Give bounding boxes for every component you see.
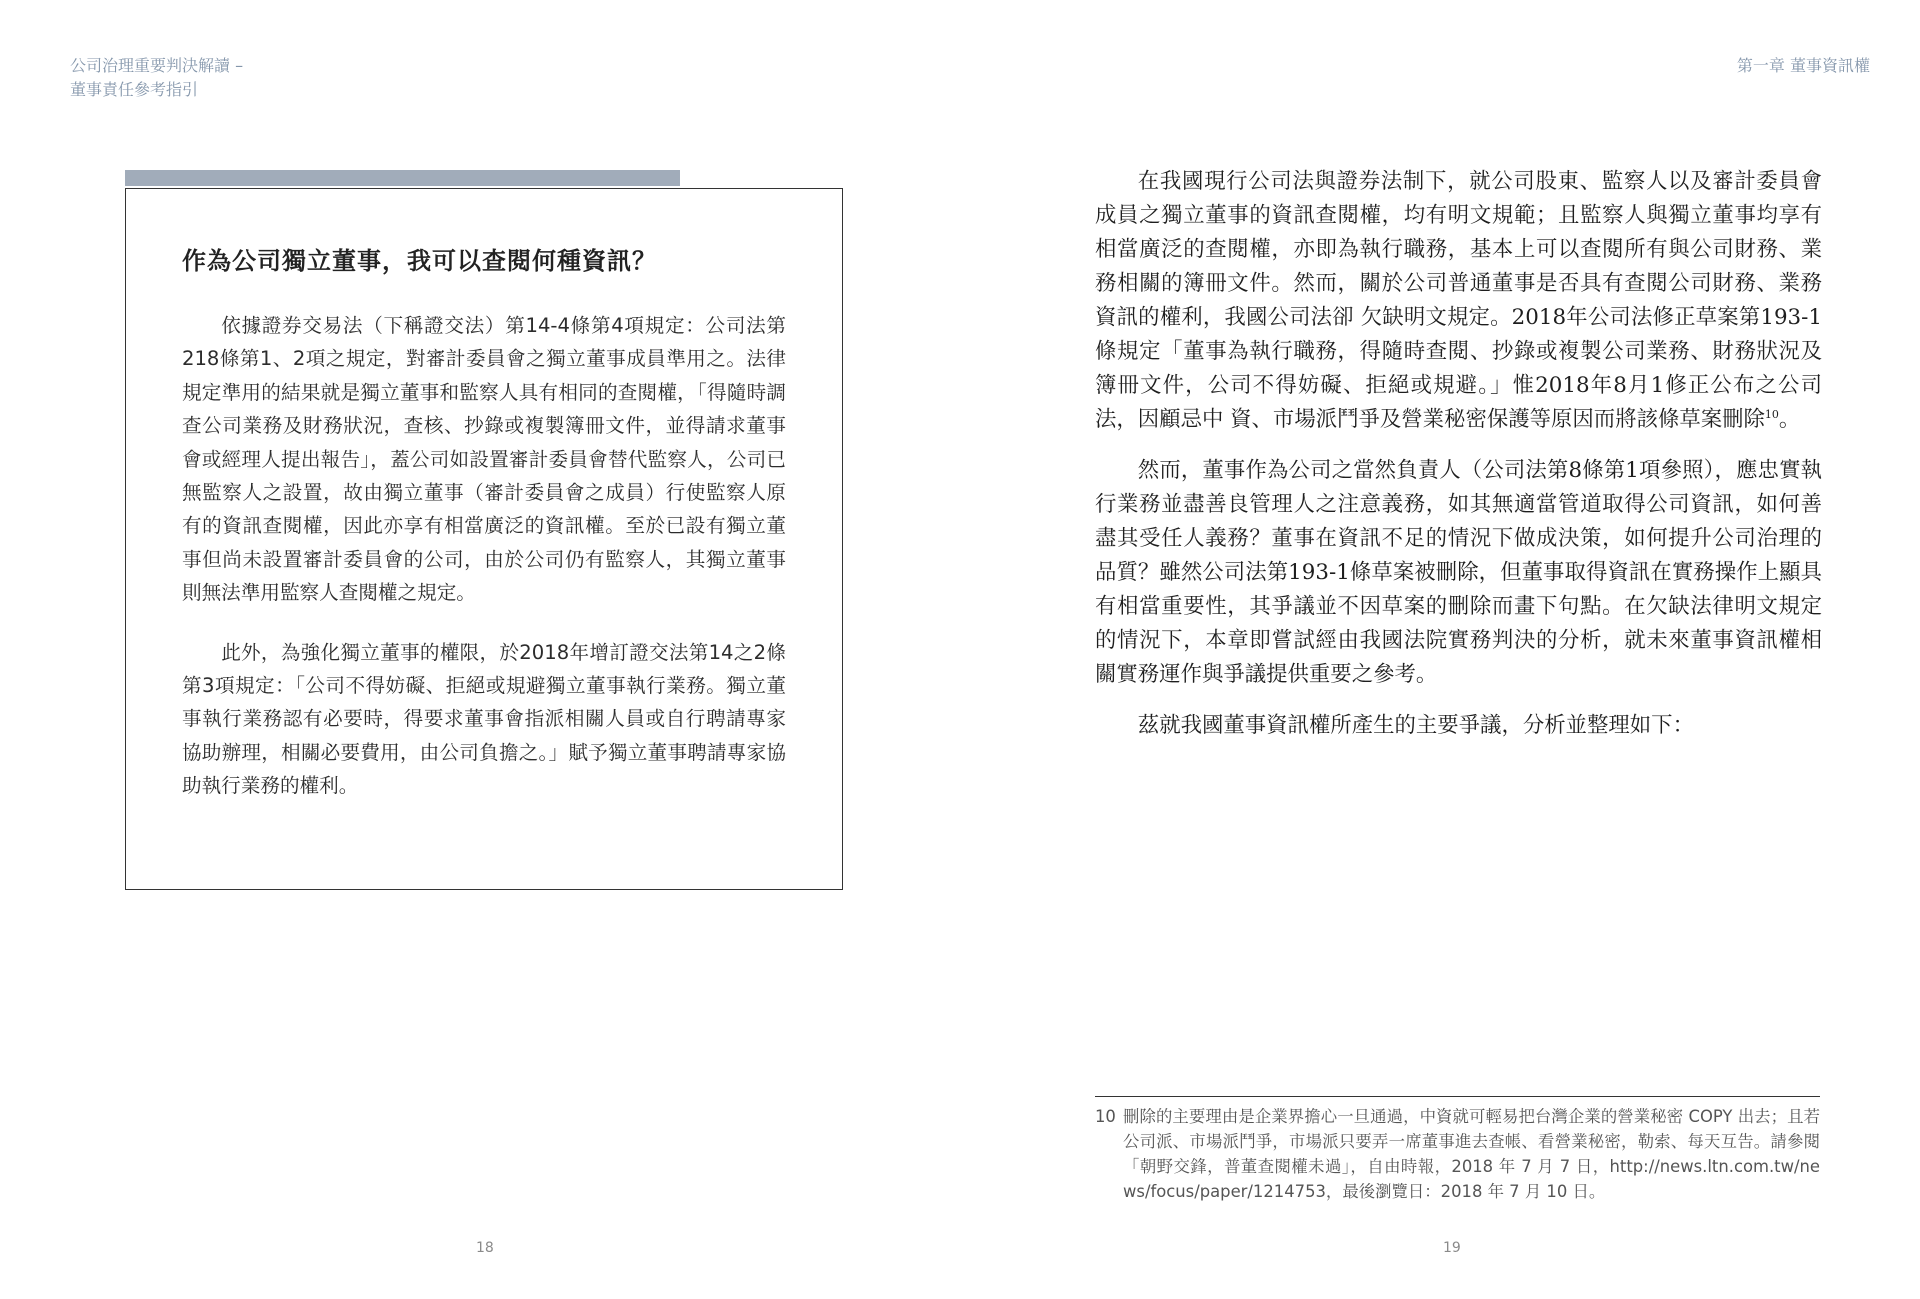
body-paragraph [1095, 709, 1822, 743]
page-number-right: 19 [1443, 1240, 1461, 1256]
body-paragraph-text: 然而，董事作為公司之當然負責人（公司法第8條第1項參照），應忠實執行業務並盡善良管理人之注意義務，如其無適當管道取得公司資訊，如何善盡其受任人義務？董事在資訊不足的情況下做成決策，如何提升公司治理的品質？雖然公司法第193-1條草案被刪除，但董事取得資訊在實務操作上顯具有相當重要性，其爭議並不因草案的刪除而畫下句點。在欠缺法律明文規定的情況下，本章即嘗試經由我國法院實務判決的分析，就未來董事資訊權相關實務運作與爭議提供重要之參考。 [1095, 458, 1822, 687]
body-paragraph-tail: 。 [1778, 407, 1801, 432]
main-body-text [1095, 165, 1822, 743]
footnote-separator [1095, 1096, 1820, 1097]
qa-box-title: 作為公司獨立董事，我可以查閱何種資訊？ [182, 247, 657, 275]
running-header-book-title [70, 54, 243, 102]
body-paragraph [1095, 165, 1822, 437]
body-paragraph [1095, 454, 1822, 692]
book-title-line-2: 董事責任參考指引 [70, 80, 199, 99]
footnote [1095, 1104, 1820, 1204]
footnote-reference[interactable]: 10 [1764, 407, 1779, 421]
page-number-left: 18 [476, 1240, 494, 1256]
body-paragraph-text: 茲就我國董事資訊權所產生的主要爭議，分析並整理如下： [1137, 713, 1694, 738]
qa-box-paragraph: 此外，為強化獨立董事的權限，於2018年增訂證交法第14之2條第3項規定：「公司不得妨礙、拒絕或規避獨立董事執行業務。獨立董事執行業務認有必要時，得要求董事會指派相關人員或自行聘請專家協助辦理，相關必要費用，由公司負擔之。」賦予獨立董事聘請專家協助執行業務的權利。 [182, 640, 786, 798]
qa-box-paragraph: 依據證券交易法（下稱證交法）第14-4條第4項規定：公司法第218條第1、2項之規定，對審計委員會之獨立董事成員準用之。法律規定準用的結果就是獨立董事和監察人具有相同的查閱權，「得隨時調查公司業務及財務狀況，查核、抄錄或複製簿冊文件，並得請求董事會或經理人提出報告」，蓋公司如設置審計委員會替代監察人，公司已無監察人之設置，故由獨立董事（審計委員會之成員）行使監察人原有的資訊查閱權，因此亦享有相當廣泛的資訊權。至於已設有獨立董事但尚未設置審計委員會的公司，由於公司仍有監察人，其獨立董事則無法準用監察人查閱權之規定。 [182, 314, 786, 605]
footnote-number: 10 [1095, 1107, 1116, 1126]
qa-sidebar-box [125, 188, 843, 890]
running-header-chapter: 第一章 董事資訊權 [1736, 56, 1870, 75]
box-accent-bar [125, 170, 680, 186]
body-paragraph-text: 在我國現行公司法與證券法制下，就公司股東、監察人以及審計委員會成員之獨立董事的資訊查閱權，均有明文規範；且監察人與獨立董事均享有相當廣泛的查閱權，亦即為執行職務，基本上可以查閱所有與公司財務、業務相關的簿冊文件。然而，關於公司普通董事是否具有查閱公司財務、業務資訊的權利，我國公司法卻 欠缺明文規定。2018年公司法修正草案第193-1 條規定「董事為執行職務，得隨時查閱、抄錄或複製公司業務、財務狀況及簿冊文件，公司不得妨礙、拒絕或規避。」惟2018年8月1修正公布之公司法，因顧忌中 資、市場派鬥爭及營業秘密保護等原因而將該條草案刪除 [1095, 169, 1822, 432]
footnote-text: 刪除的主要理由是企業界擔心一旦通過，中資就可輕易把台灣企業的營業秘密 COPY 出去；且若公司派、市場派鬥爭，市場派只要弄一席董事進去查帳、看營業秘密，勒索、每天互告。請參閱「朝野交鋒，普董查閱權未過」，自由時報，2018 年 7 月 7 日，http://news.ltn.com.tw/news/focus/paper/1214753，最後瀏覽日：2018 年 7 月 10 日。 [1123, 1107, 1820, 1201]
book-title-line-1: 公司治理重要判決解讀 – [70, 56, 244, 75]
